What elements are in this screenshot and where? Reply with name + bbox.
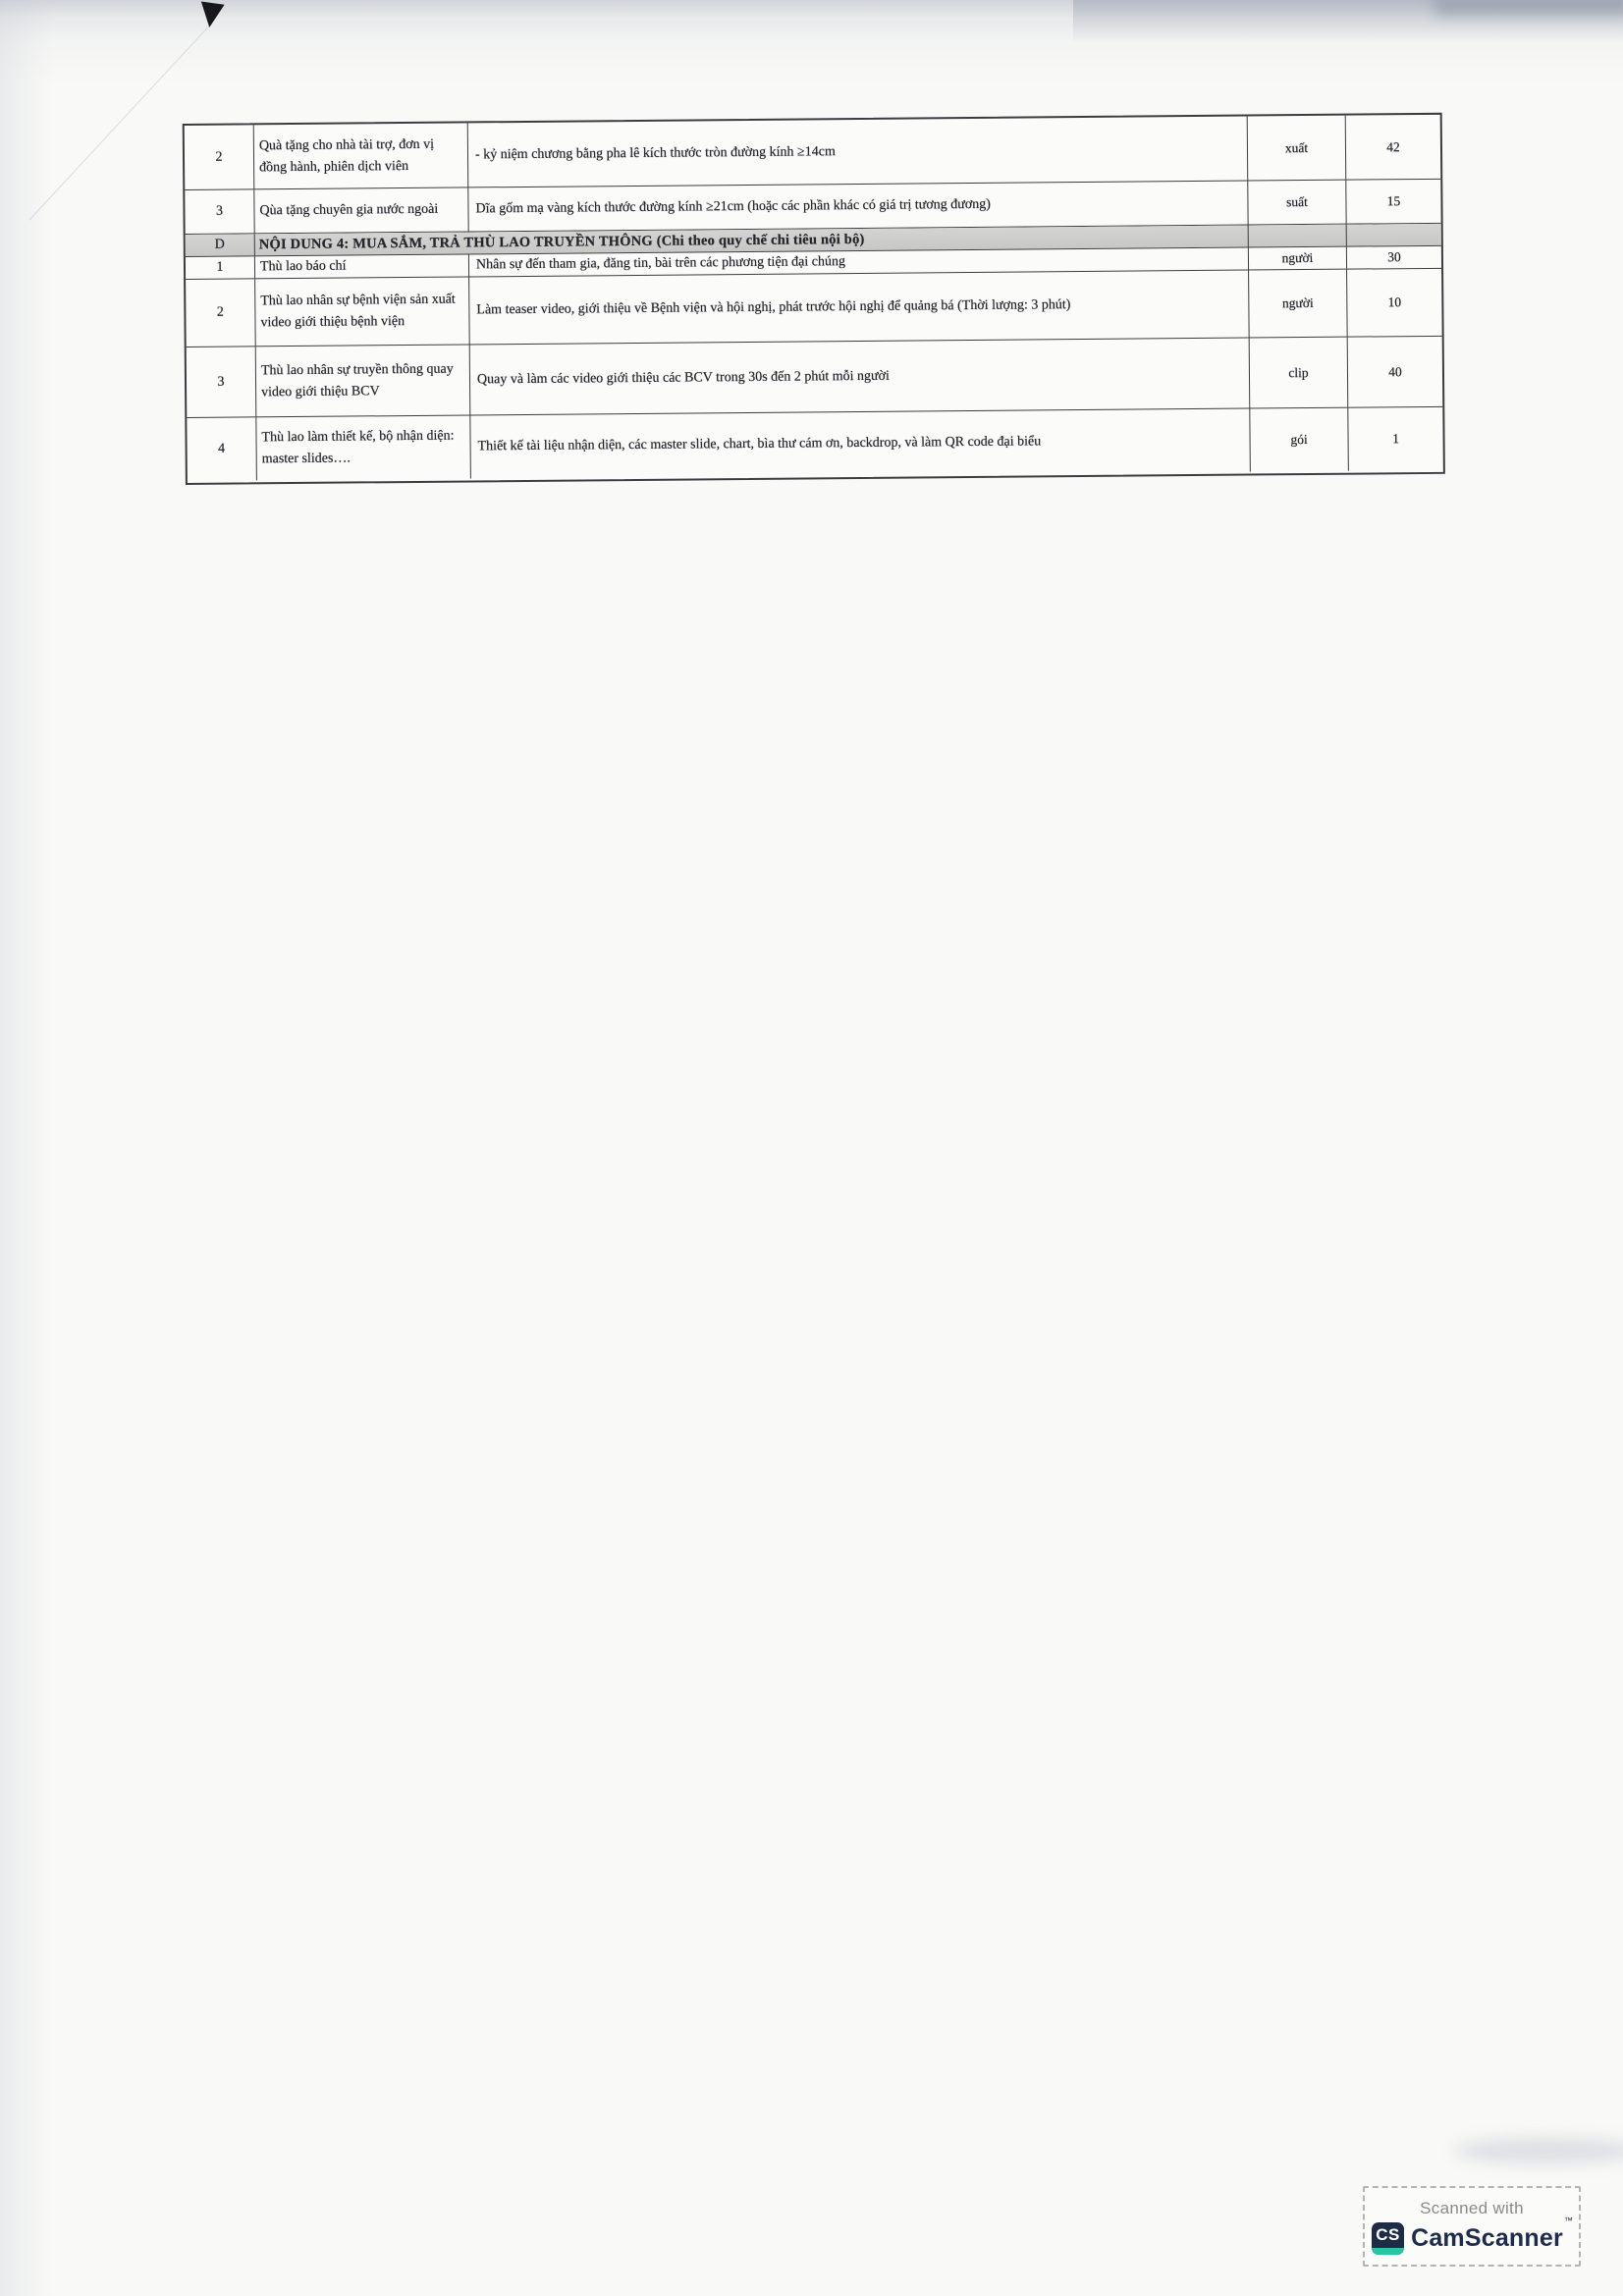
budget-items-table xyxy=(183,113,1445,485)
camscanner-brand-row xyxy=(1372,2215,1573,2255)
row-number-cell: 4 xyxy=(187,417,257,481)
item-name-cell: Quà tặng cho nhà tài trợ, đơn vị đồng hành, phiên dịch viên xyxy=(254,123,469,188)
unit-cell: người xyxy=(1249,270,1348,338)
scan-triangle-mark xyxy=(197,1,224,28)
scanned-with-label: Scanned with xyxy=(1420,2198,1524,2217)
camscanner-logo-teal-bar xyxy=(1372,2248,1404,2255)
camscanner-brand-label: CamScanner xyxy=(1411,2223,1563,2252)
row-number-cell: D xyxy=(186,234,255,256)
quantity-cell: 30 xyxy=(1387,249,1401,265)
unit-cell: gói xyxy=(1250,408,1349,472)
item-name-cell: Thù lao nhân sự truyền thông quay video giới thiệu BCV xyxy=(256,345,471,416)
camscanner-logo-icon xyxy=(1372,2222,1404,2255)
item-description-cell: Thiết kế tài liệu nhận diện, các master slide, chart, bìa thư cám ơn, backdrop, và làm QR code đại biểu xyxy=(470,409,1251,479)
camscanner-brand-text xyxy=(1411,2215,1573,2253)
unit-cell xyxy=(1249,225,1347,247)
item-name-cell: Qùa tặng chuyên gia nước ngoài xyxy=(254,187,468,233)
unit-cell: xuất xyxy=(1248,116,1347,181)
camscanner-logo-letters: CS xyxy=(1376,2225,1400,2244)
item-name-cell: Thù lao làm thiết kế, bộ nhận diện: master slides…. xyxy=(256,415,471,480)
item-description-cell: Quay và làm các video giới thiệu các BCV trong 30s đến 2 phút mỗi người xyxy=(470,339,1251,415)
scan-smudge-bottom-right xyxy=(1453,2138,1623,2163)
item-description-cell: Dĩa gốm mạ vàng kích thước đường kính ≥21cm (hoặc các phần khác có giá trị tương đương) xyxy=(468,182,1248,232)
scan-edge-shadow-top xyxy=(0,0,1623,88)
table-row xyxy=(187,337,1443,418)
row-number-cell: 3 xyxy=(185,189,254,234)
quantity-cell: 1 xyxy=(1392,431,1400,447)
quantity-cell xyxy=(1347,224,1441,246)
item-name-cell: Thù lao báo chí xyxy=(255,254,469,278)
row-number-cell: 2 xyxy=(186,279,256,347)
table-row xyxy=(186,269,1442,347)
quantity-cell: 10 xyxy=(1387,294,1402,310)
row-number-cell: 1 xyxy=(186,256,255,279)
row-number-cell: 2 xyxy=(185,125,255,189)
quantity-cell: 40 xyxy=(1388,363,1402,379)
unit-cell: suất xyxy=(1248,181,1346,225)
item-description-cell: Nhân sự đến tham gia, đăng tin, bài trên các phương tiện đại chúng xyxy=(469,248,1249,277)
quantity-cell: 15 xyxy=(1386,193,1401,209)
scan-corner-smudge xyxy=(1434,0,1623,16)
page-edge-shadow-left xyxy=(0,0,53,2296)
unit-cell: clip xyxy=(1250,338,1349,408)
table-row xyxy=(185,115,1441,190)
camscanner-badge xyxy=(1363,2186,1581,2267)
item-description-cell: - kỷ niệm chương bằng pha lê kích thước tròn đường kính ≥14cm xyxy=(468,117,1249,187)
quantity-cell: 42 xyxy=(1386,138,1400,154)
item-description-cell: Làm teaser video, giới thiệu về Bệnh viện và hội nghị, phát trước hội nghị để quảng bá (Thời lượng: 3 phút) xyxy=(469,271,1250,345)
section-title-cell: NỘI DUNG 4: MUA SẮM, TRẢ THÙ LAO TRUYỀN THÔNG (Chi theo quy chế chi tiêu nội bộ) xyxy=(255,226,1249,256)
table-row xyxy=(187,407,1443,481)
unit-cell: người xyxy=(1249,247,1347,270)
trademark-symbol: ™ xyxy=(1563,2215,1573,2225)
row-number-cell: 3 xyxy=(187,347,257,417)
item-name-cell: Thù lao nhân sự bệnh viện sản xuất video giới thiệu bệnh viện xyxy=(255,277,470,346)
